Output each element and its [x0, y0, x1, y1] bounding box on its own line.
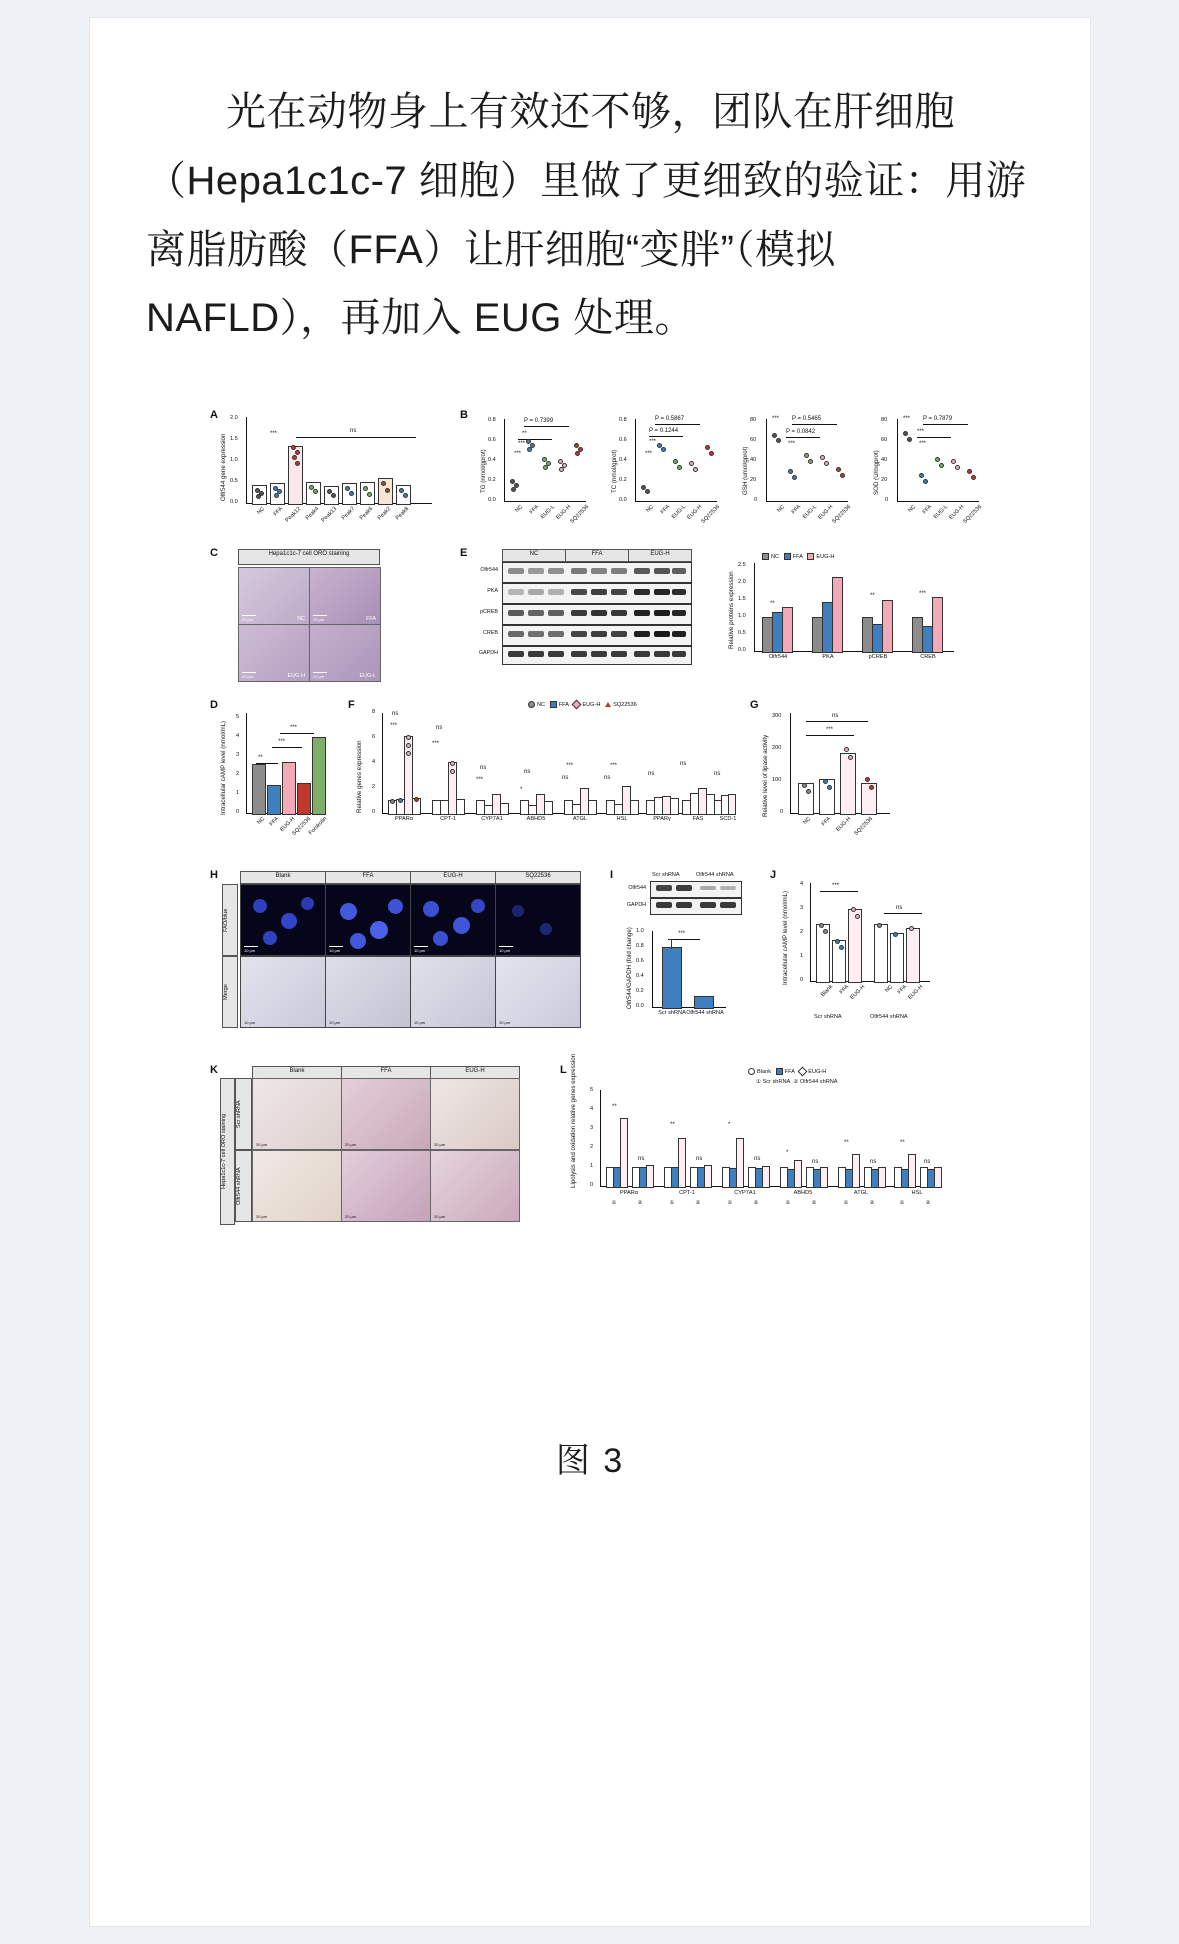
figure-caption: 图 3 [555, 1442, 625, 1481]
panel-e: E NC FFA EUG-H Olfr544 PKA pCREB CREB GAPDH NC FFA EUG-H Relative proteins expression 0.0 0.5 1.0 1.5 2.0 2.5 ** Olfr544 PKA ** pCREB *** CREB [460, 547, 1000, 697]
panel-g: G Relative level of lipase activity 0 100 200 300 ns *** NC FFA EUG-H SQ22536 [750, 699, 925, 859]
panel-h-label: H [210, 869, 218, 882]
panel-a-ylabel: Olfr544 gene expression [220, 433, 227, 502]
panel-g-label: G [750, 699, 759, 712]
article-page [90, 18, 1090, 1926]
panel-c-title: Hepa1c1c-7 cell ORO staining [238, 549, 380, 565]
panel-f: F NC FFA EUG-H SQ22536 Relative genes expression 0 2 4 6 8 ns *** ns *** ns *** ns * *** ns *** ns ns ns ns PPARα CPT-1 CYP7A1 ABHD5 ATGL HSL PPARγ FAS SCD-1 [348, 699, 737, 823]
panel-d: D Intracellular cAMP level (nmol/mL) 0 1 2 3 4 5 ** *** *** NC FFA EUG-H SQ22536 Forskolin [210, 699, 329, 838]
panel-a-label: A [210, 409, 218, 422]
panel-e-label: E [460, 547, 468, 560]
panel-f-label: F [348, 699, 355, 712]
panel-d-label: D [210, 699, 218, 712]
panel-c [210, 547, 440, 692]
panel-k-title: Hepa1c1c-7 cell ORO staining [220, 1078, 235, 1225]
article-paragraph: 光在动物身上有效还不够，团队在肝细胞（Hepa1c1c-7 细胞）里做了更细致的验证：用游离脂肪酸（FFA）让肝细胞“变胖”（模拟 NAFLD），再加入 EUG 处理。 [146, 90, 1027, 341]
panel-i: I Scr shRNA Olfr544 shRNA Olfr544 GAPDH Olfr544/GAPDH (fold change) 0.0 0.2 0.4 0.6 0.8 1.0 *** Scr shRNA Olfr544 shRNA [610, 869, 760, 1054]
panel-j-label: J [770, 869, 777, 882]
panel-k-label: K [210, 1064, 218, 1077]
panel-a: A Olfr544 gene expression 0.0 0.5 1.0 1.5 2.0 *** ns NC FFA Peak12 Peak4 Peak13 Peak7 Peak6 Peak2 Peak8 [210, 409, 440, 529]
figure-3 [170, 399, 1010, 1399]
panel-j: J Intracellular cAMP level (nmol/mL) 0 1 2 3 4 *** ns Blank FFA EUG-H NC FFA EUG-H Scr shRNA Olfr544 shRNA [770, 869, 925, 1021]
oro-image-eugh: EUG-H 20 μm [238, 624, 310, 682]
panel-b-label: B [460, 409, 468, 422]
panel-k: K Hepa1c1c-7 cell ORO staining Blank FFA EUG-H Scr shRNA Olfr544 shRNA 20 μm 20 μm 20 μm 20 μm 20 μm 20 μm [210, 1064, 540, 1239]
panel-l-label: L [560, 1064, 567, 1077]
oro-image-eugl: EUG-L 20 μm [309, 624, 381, 682]
panel-c-label: C [210, 547, 218, 560]
article-body [90, 18, 1090, 353]
oro-image-nc: NC 20 μm [238, 567, 310, 625]
panel-h: H Blank FFA EUG-H SQ22536 FAO/blue Merge 10 μm 10 μm 10 μm 10 μm 10 μm 10 μm 10 μm 10 μm [210, 869, 600, 1054]
panel-b: B TG (nmol/gprot) 0.0 0.2 0.4 0.6 0.8 P = 0.7399 ** *** *** NC FFA EUG-L EUG-H SQ22536 TC (nmol/gprot) 0.0 0.2 0.4 0.6 0.8 P = 0.5867 P = 0.1244 *** *** NC FFA EUG-L EUG-H SQ22536 GSH (umol/gprot) 0 20 40 60 80 *** P = 0.5465 P = 0.0842 *** NC FFA EUG-L EUG-H SQ22536 SOD (U/mgprot) 0 20 40 60 80 *** P = 0.7879 *** *** NC FFA EUG-L EUG-H SQ22536 [460, 409, 984, 526]
panel-i-label: I [610, 869, 614, 882]
panel-a-sig-2: ns [350, 428, 357, 435]
panel-l: L Blank FFA EUG-H ① Scr shRNA ② Olfr544 shRNA Lipolysis and oxidation relative genes expression 0 1 2 3 4 5 ** ns ** ns * ns * ns ** ns ** ns PPARα ① ② CPT-1 ① ② CYP7A1 ① ② ABHD5 ① ② ATGL ① ② HSL ① ② [560, 1064, 960, 1239]
oro-image-ffa: FFA 20 μm [309, 567, 381, 625]
panel-a-sig-1: *** [270, 431, 278, 438]
